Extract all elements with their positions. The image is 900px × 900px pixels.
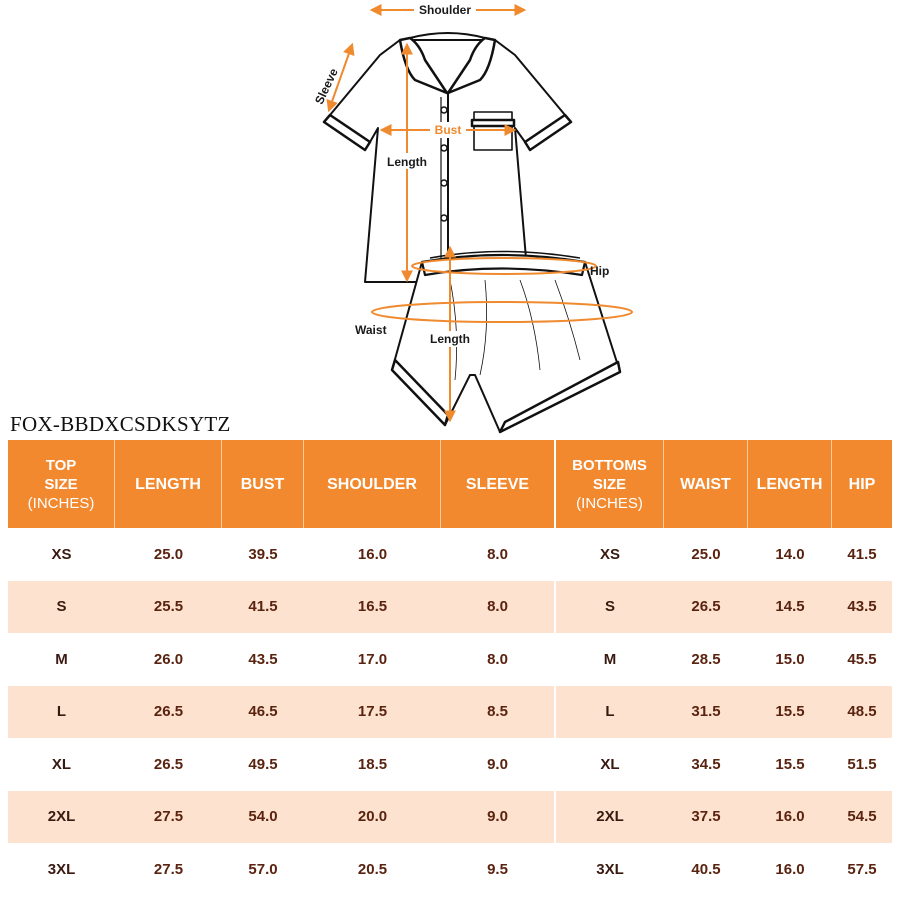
shirt-illustration [324,33,571,282]
top-length-cell: 27.5 [153,860,184,878]
top-bust-cell: 39.5 [248,545,278,563]
bottoms-length-cell: 14.0 [775,545,805,563]
top-size-cell: 2XL [47,808,76,826]
top-shoulder-cell: 20.0 [357,808,388,826]
bottoms-hip-cell: 41.5 [847,545,877,563]
bottoms-hip-cell: 43.5 [847,598,877,616]
bottoms-waist-cell: 34.5 [691,755,721,773]
top-bust-cell: 54.0 [248,808,278,826]
bottoms-length-header: LENGTH [748,440,832,528]
bottoms-table-row [556,843,892,896]
top-size-header-line3: (INCHES) [27,494,95,512]
top-length-cell: 26.0 [153,650,184,668]
bottoms-table-row [556,686,892,739]
top-size-table [8,440,554,896]
bottoms-size-header-line2: SIZE [592,475,627,493]
top-length-cell: 27.5 [153,808,184,826]
bottoms-hip-cell: 57.5 [847,860,877,878]
top-table-row [8,843,554,896]
bottoms-waist-cell: 37.5 [691,808,721,826]
bottoms-table-header [556,440,892,528]
top-bust-cell: 49.5 [248,755,278,773]
bottoms-size-cell: XS [599,545,620,563]
top-length-cell: 25.5 [153,598,184,616]
bottoms-waist-cell: 40.5 [691,860,721,878]
top-sleeve-cell: 8.0 [487,650,508,668]
bottoms-waist-cell: 28.5 [691,650,721,668]
top-table-row [8,528,554,581]
top-shoulder-cell: 17.5 [357,703,388,721]
top-size-cell: M [55,650,68,668]
top-size-cell: XL [51,755,72,773]
top-size-header-line1: TOP [45,456,77,474]
top-length-cell: 25.0 [153,545,184,563]
top-length-cell: 26.5 [153,703,184,721]
top-shoulder-cell: 18.5 [357,755,388,773]
bottoms-length-cell: 16.0 [775,860,805,878]
top-bust-cell: 43.5 [248,650,278,668]
top-sleeve-cell: 9.5 [487,860,508,878]
bottoms-size-cell: L [605,703,615,721]
bottoms-table-row [556,791,892,844]
bottoms-size-header-line3: (INCHES) [576,494,643,512]
top-size-header-line2: SIZE [44,475,78,493]
bottoms-length-cell: 15.5 [775,755,805,773]
bottoms-hip-cell: 48.5 [847,703,877,721]
bottoms-table-row [556,581,892,634]
sleeve-label: Sleeve [311,66,341,107]
top-shoulder-header: SHOULDER [304,440,441,528]
top-table-header [8,440,554,528]
top-bust-cell: 57.0 [248,860,278,878]
top-sleeve-cell: 8.0 [487,598,508,616]
bottoms-size-cell: 2XL [596,808,624,826]
top-length-label: Length [387,155,427,169]
bottoms-size-header-line1: BOTTOMS [572,456,647,474]
bottoms-table-body [556,528,892,896]
shoulder-label: Shoulder [418,3,472,17]
top-sleeve-cell: 8.0 [487,545,508,563]
top-table-row [8,686,554,739]
top-table-body [8,528,554,896]
top-bust-header: BUST [222,440,304,528]
top-size-cell: S [56,598,67,616]
top-shoulder-cell: 20.5 [357,860,388,878]
top-table-row [8,791,554,844]
bottoms-size-cell: S [604,598,615,616]
top-length-cell: 26.5 [153,755,184,773]
bottoms-hip-cell: 54.5 [847,808,877,826]
pajama-measurement-diagram [300,0,660,440]
bottoms-size-cell: M [603,650,617,668]
top-sleeve-header: SLEEVE [465,475,530,493]
bottoms-length-cell: 16.0 [775,808,805,826]
bottoms-table-row [556,738,892,791]
top-size-cell: L [56,703,67,721]
hip-label: Hip [590,264,610,278]
top-bust-cell: 41.5 [248,598,278,616]
bottom-length-label: Length [430,332,470,346]
top-size-cell: XS [51,545,72,563]
bottoms-table-row [556,528,892,581]
top-table-row [8,581,554,634]
bottoms-length-cell: 15.5 [775,703,805,721]
bottoms-size-header [556,440,664,528]
product-sku: FOX-BBDXCSDKSYTZ [10,412,231,436]
bottoms-table-row [556,633,892,686]
bottoms-length-cell: 15.0 [775,650,805,668]
bust-label: Bust [434,123,462,137]
top-shoulder-cell: 16.0 [357,545,388,563]
top-table-row [8,633,554,686]
top-shoulder-cell: 16.5 [357,598,388,616]
top-sleeve-cell: 9.0 [487,808,508,826]
bottoms-hip-header: HIP [848,475,876,493]
top-size-header [8,440,115,528]
top-sleeve-cell: 9.0 [487,755,508,773]
top-sleeve-cell: 8.5 [487,703,508,721]
bottoms-waist-cell: 26.5 [691,598,721,616]
bottoms-waist-cell: 31.5 [691,703,721,721]
bottoms-waist-cell: 25.0 [691,545,721,563]
bottoms-length-cell: 14.5 [775,598,805,616]
top-shoulder-cell: 17.0 [357,650,388,668]
bottoms-hip-cell: 45.5 [847,650,877,668]
bottoms-size-cell: 3XL [596,860,624,878]
bottoms-waist-header: WAIST [664,440,748,528]
bottoms-hip-cell: 51.5 [847,755,877,773]
bottoms-size-cell: XL [600,755,620,773]
top-length-header: LENGTH [115,440,222,528]
top-table-row [8,738,554,791]
waist-label: Waist [355,323,387,337]
top-size-cell: 3XL [47,860,76,878]
bottoms-size-table [556,440,892,896]
top-bust-cell: 46.5 [248,703,278,721]
